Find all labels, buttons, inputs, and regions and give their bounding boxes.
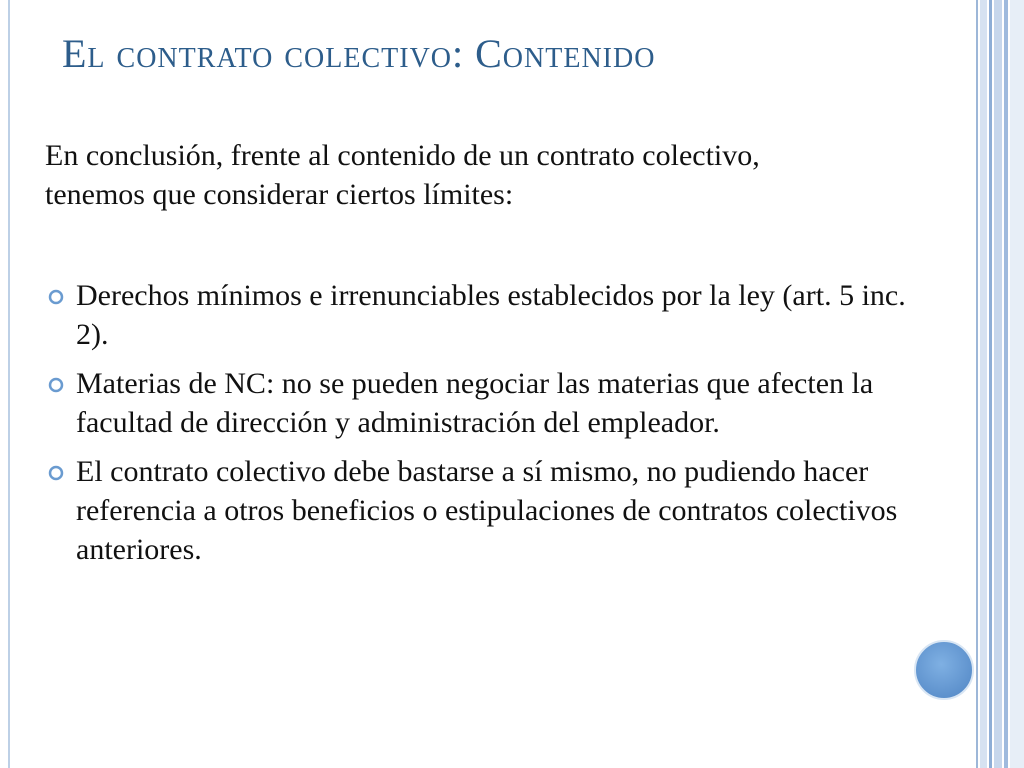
right-stripe-decoration bbox=[976, 0, 1024, 768]
bullet-text: El contrato colectivo debe bastarse a sí mismo, no pudiendo hacer referencia a otros beneficios o estipulaciones de contratos colectivos anteriores. bbox=[76, 455, 898, 566]
list-item bbox=[48, 364, 928, 442]
bullet-text: Materias de NC: no se pueden negociar las materias que afecten la facultad de dirección y administración del empleador. bbox=[76, 367, 874, 439]
stripe bbox=[980, 0, 987, 768]
stripe bbox=[994, 0, 1002, 768]
stripe bbox=[989, 0, 992, 768]
circle-bullet-icon bbox=[48, 465, 64, 481]
circle-bullet-icon bbox=[48, 377, 64, 393]
bullet-text: Derechos mínimos e irrenunciables establecidos por la ley (art. 5 inc. 2). bbox=[76, 279, 906, 351]
circle-bullet-icon bbox=[48, 289, 64, 305]
stripe bbox=[1004, 0, 1008, 768]
bullet-list bbox=[48, 276, 928, 579]
blue-circle-icon bbox=[913, 639, 975, 701]
list-item bbox=[48, 276, 928, 354]
stripe bbox=[1010, 0, 1024, 768]
intro-paragraph: En conclusión, frente al contenido de un contrato colectivo, tenemos que considerar ciertos límites: bbox=[45, 139, 760, 211]
stripe bbox=[976, 0, 978, 768]
slide-title: El contrato colectivo: Contenido bbox=[62, 31, 656, 76]
list-item bbox=[48, 452, 928, 569]
left-border-line bbox=[8, 0, 10, 768]
